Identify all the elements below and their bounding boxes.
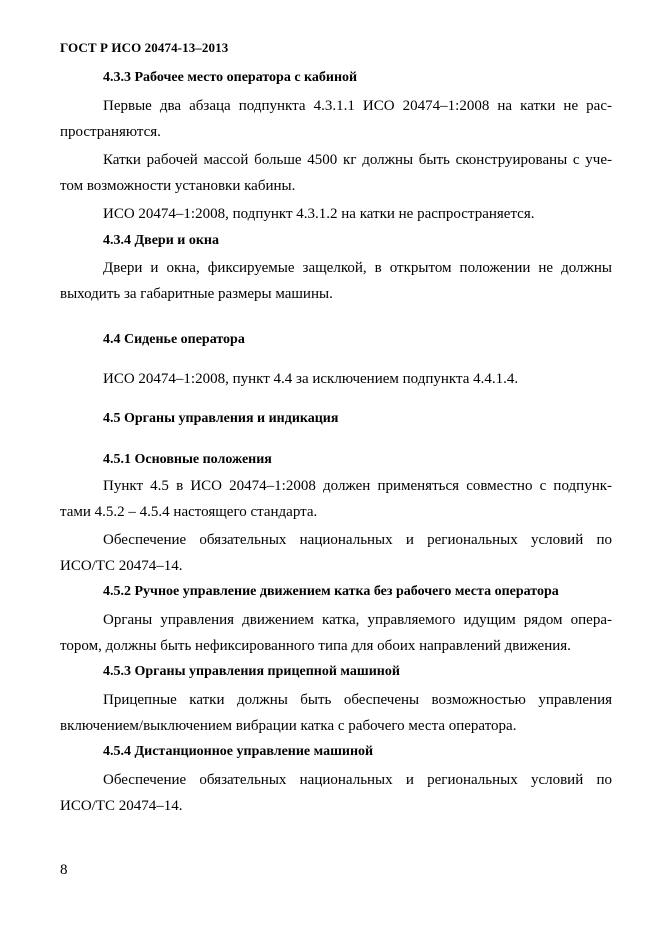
page-number: 8: [60, 862, 68, 878]
heading-4-5-3: 4.5.3 Органы управления прицепной машиной: [103, 664, 400, 679]
text-line: выходить за габаритные размеры машины.: [60, 286, 333, 302]
text-line: ИСО 20474–1:2008, пункт 4.4 за исключением подпункта 4.4.1.4.: [103, 371, 519, 387]
text-line: Пункт 4.5 в ИСО 20474–1:2008 должен применяться совместно с подпунк-: [103, 478, 612, 494]
text-line: ИСО 20474–1:2008, подпункт 4.3.1.2 на катки не распространяется.: [103, 206, 535, 222]
paragraph-4-5-1-1: [60, 473, 612, 525]
text-line: ИСО/ТС 20474–14.: [60, 798, 183, 814]
paragraph-4-5-3-1: [60, 687, 612, 739]
text-line: Прицепные катки должны быть обеспечены возможностью управления: [103, 692, 612, 708]
heading-4-4: 4.4 Сиденье оператора: [103, 332, 245, 347]
text-line: Обеспечение обязательных национальных и региональных условий по: [103, 532, 612, 548]
paragraph-4-3-3-3: [60, 201, 612, 227]
text-line: тором, должны быть нефиксированного типа для обоих направлений движения.: [60, 638, 571, 654]
text-line: ИСО/ТС 20474–14.: [60, 558, 183, 574]
heading-4-5-2: 4.5.2 Ручное управление движением катка без рабочего места оператора: [103, 584, 559, 599]
text-line: пространяются.: [60, 124, 161, 140]
paragraph-4-5-4-1: [60, 767, 612, 819]
text-line: тами 4.5.2 – 4.5.4 настоящего стандарта.: [60, 504, 318, 520]
heading-4-3-3: 4.3.3 Рабочее место оператора с кабиной: [103, 70, 358, 85]
paragraph-4-3-3-1: [60, 93, 612, 145]
text-line: Катки рабочей массой больше 4500 кг должны быть сконструированы с уче-: [103, 152, 612, 168]
paragraph-4-3-3-2: [60, 147, 612, 199]
heading-4-5-1: 4.5.1 Основные положения: [103, 452, 272, 467]
paragraph-4-5-2-1: [60, 607, 612, 659]
heading-4-5: 4.5 Органы управления и индикация: [103, 411, 339, 426]
heading-4-3-4: 4.3.4 Двери и окна: [103, 233, 219, 248]
text-line: включением/выключением вибрации катка с рабочего места оператора.: [60, 718, 517, 734]
paragraph-4-4-1: [60, 366, 612, 392]
paragraph-4-3-4-1: [60, 255, 612, 307]
heading-4-5-4: 4.5.4 Дистанционное управление машиной: [103, 744, 374, 759]
paragraph-4-5-1-2: [60, 527, 612, 579]
text-line: Двери и окна, фиксируемые защелкой, в открытом положении не должны: [103, 260, 612, 276]
text-line: Обеспечение обязательных национальных и региональных условий по: [103, 772, 612, 788]
text-line: Первые два абзаца подпункта 4.3.1.1 ИСО 20474–1:2008 на катки не рас-: [103, 98, 612, 114]
document-header: ГОСТ Р ИСО 20474-13–2013: [60, 40, 229, 55]
text-line: том возможности установки кабины.: [60, 178, 296, 194]
text-line: Органы управления движением катка, управляемого идущим рядом опера-: [103, 612, 612, 628]
